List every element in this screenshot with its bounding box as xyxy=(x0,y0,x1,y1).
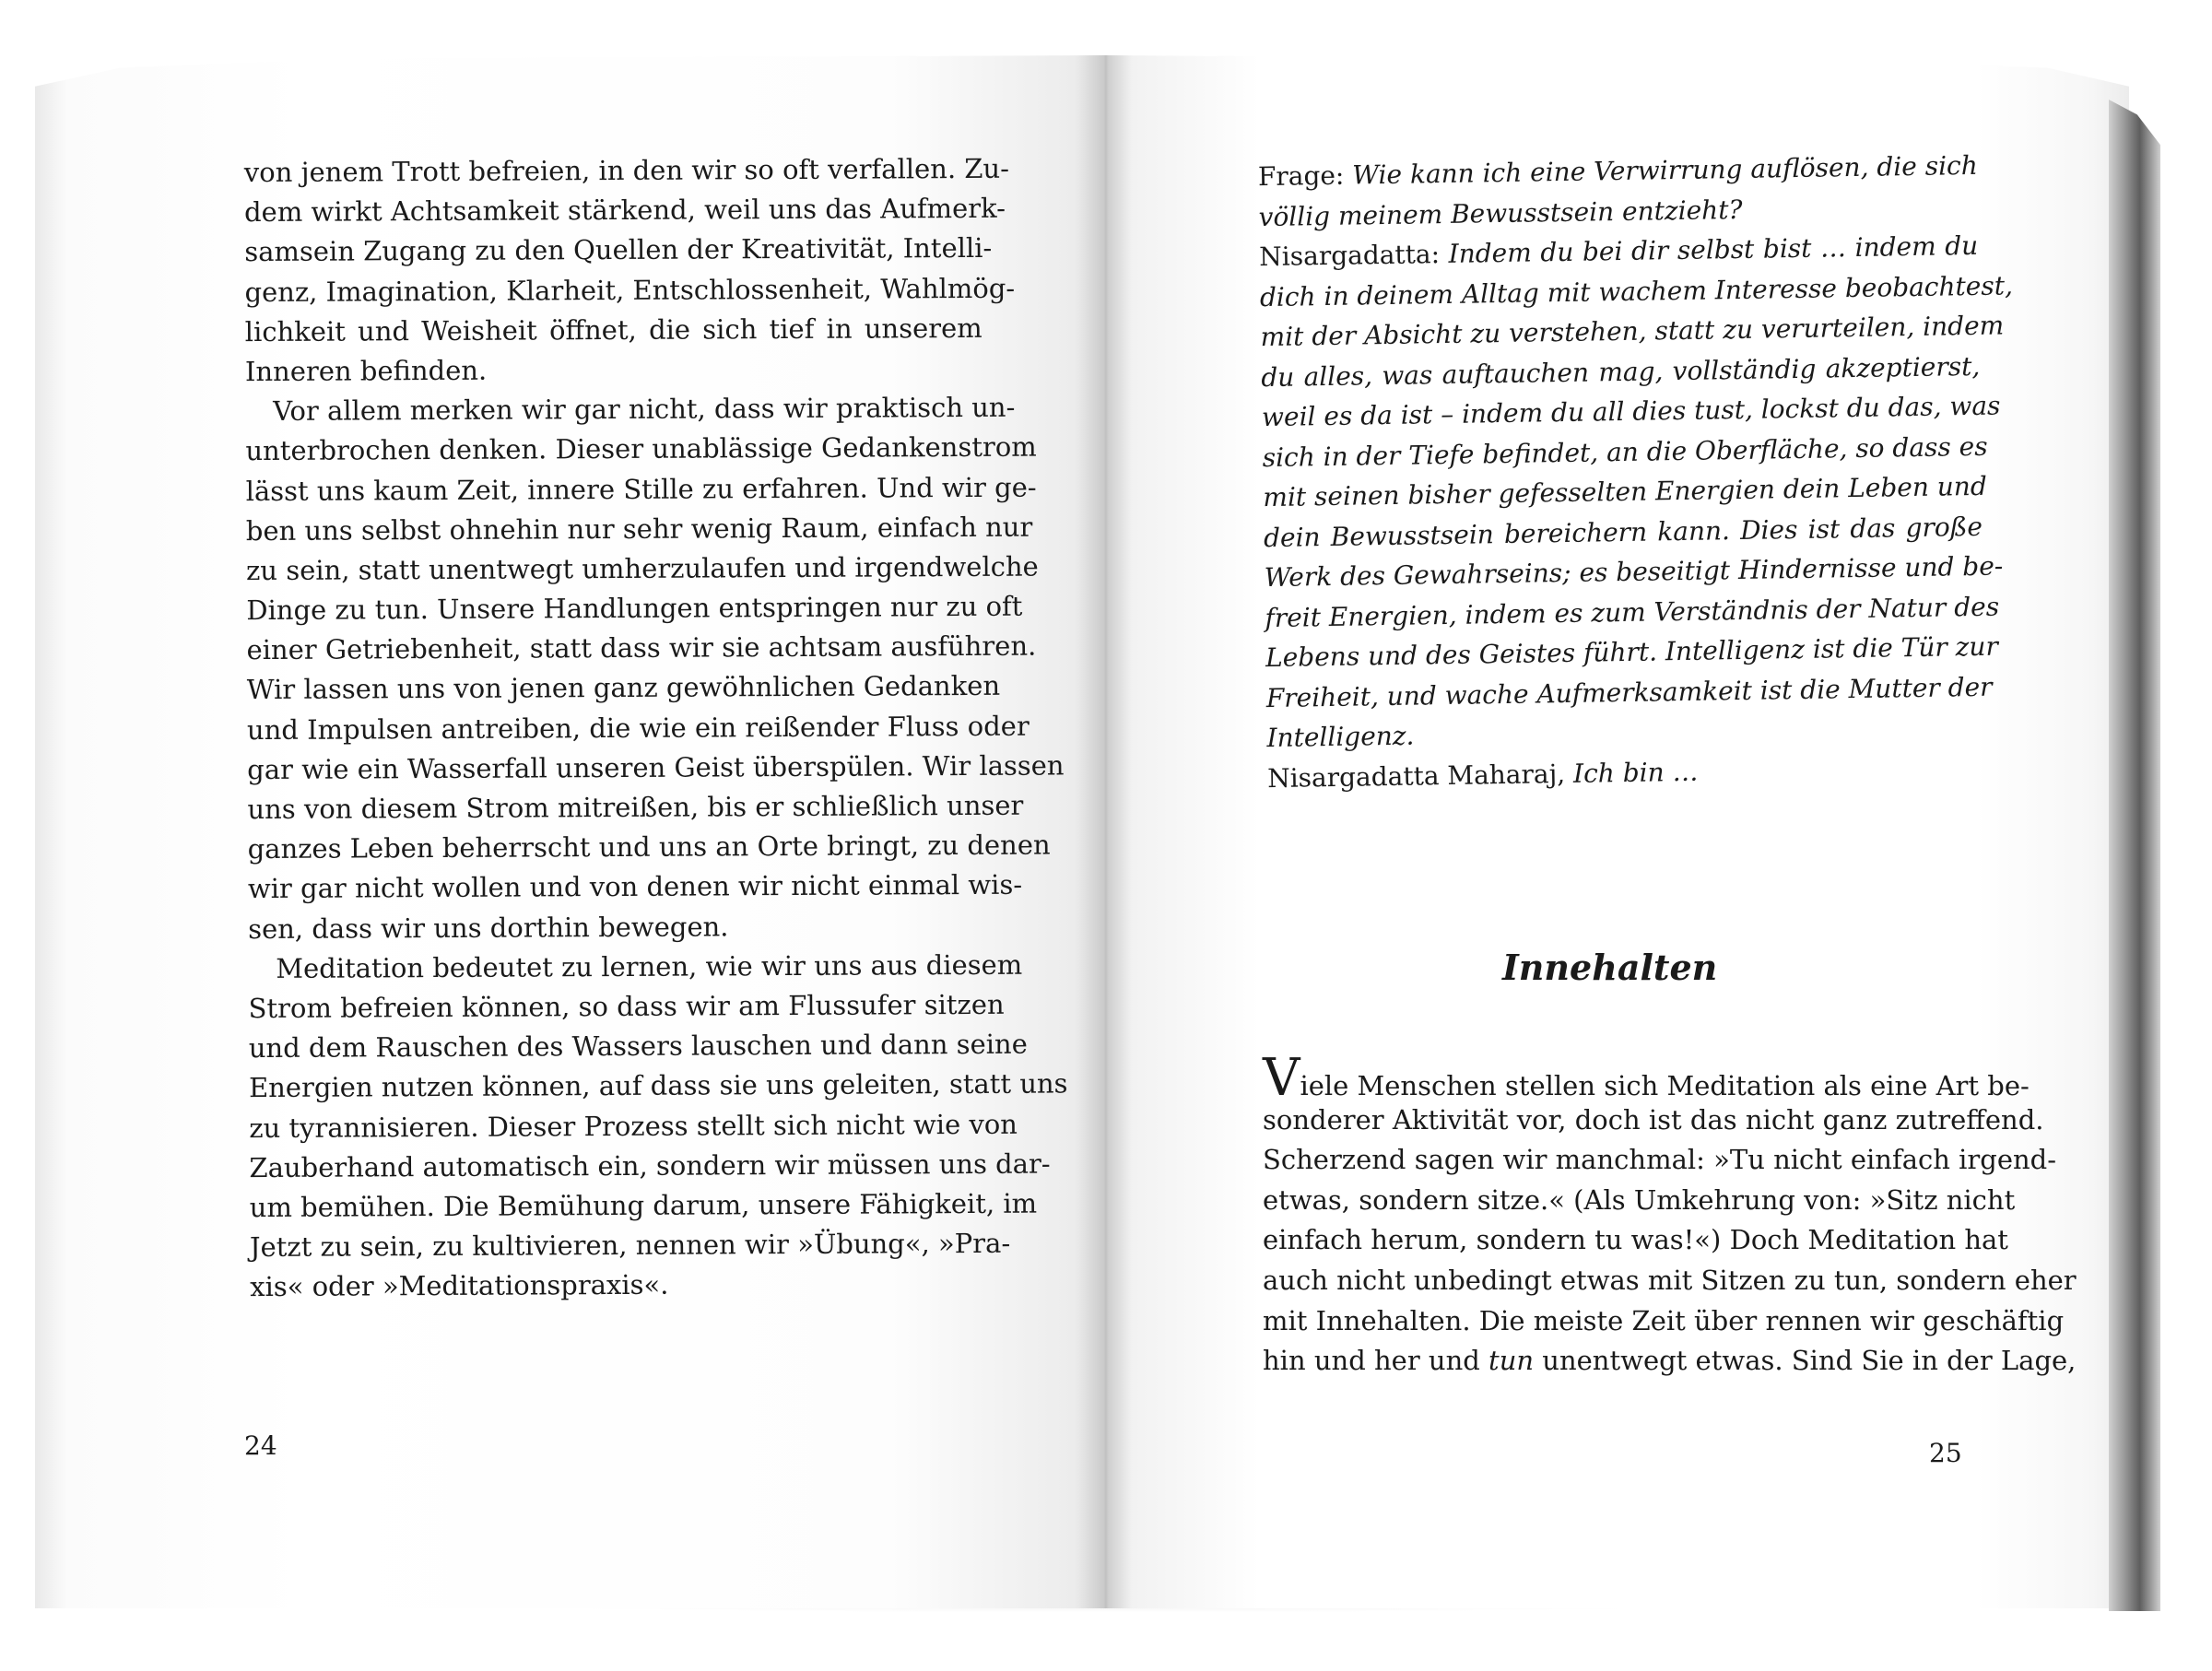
answer-text: Freiheit, und wache Aufmerksamkeit ist die Mutter der xyxy=(1265,671,1993,713)
text-line: zu sein, statt unentwegt umherzulaufen und irgendwelche xyxy=(246,550,1039,586)
attribution-title: Ich bin … xyxy=(1572,756,1699,789)
text-fragment: hin und her und xyxy=(1263,1345,1489,1377)
answer-text: Werk des Gewahrseins; es beseitigt Hindernisse und be- xyxy=(1264,550,2004,594)
text-line: lässt uns kaum Zeit, innere Stille zu erfahren. Und wir ge- xyxy=(245,471,1037,507)
text-line: etwas, sondern sitze.« (Als Umkehrung von: »Sitz nicht xyxy=(1263,1183,2016,1216)
book-gutter xyxy=(1078,55,1134,1608)
text-line: Energien nutzen können, auf dass sie uns geleiten, statt uns xyxy=(248,1067,1068,1104)
quote-block xyxy=(1257,146,2014,798)
answer-text: du alles, was auftauchen mag, vollständig akzeptierst, xyxy=(1261,350,1981,393)
left-page-text xyxy=(243,149,1068,1308)
drop-cap: V xyxy=(1263,1048,1300,1108)
text-line: Zauberhand automatisch ein, sondern wir müssen uns dar- xyxy=(249,1147,1051,1183)
text-line: ganzes Leben beherrscht und uns an Orte bringt, zu denen xyxy=(247,829,1051,865)
text-line: lichkeit und Weisheit öffnet, die sich tief in unserem xyxy=(244,312,982,347)
answer-text: sich in der Tiefe befindet, an die Oberfläche, so dass es xyxy=(1262,430,1988,473)
text-line: Inneren befinden. xyxy=(244,354,488,388)
attribution-author: Nisargadatta Maharaj, xyxy=(1266,758,1566,794)
answer-text: freit Energien, indem es zum Verständnis der Natur des xyxy=(1265,591,2000,633)
text-line: uns von diesem Strom mitreißen, bis er schließlich unser xyxy=(247,789,1024,826)
text-fragment-italic: tun xyxy=(1488,1345,1535,1377)
text-line: dem wirkt Achtsamkeit stärkend, weil uns das Aufmerk- xyxy=(243,192,1006,229)
text-line: von jenem Trott befreien, in den wir so oft verfallen. Zu- xyxy=(243,152,1010,189)
text-line: Vor allem merken wir gar nicht, dass wir praktisch un- xyxy=(273,391,1016,428)
text-line: Dinge zu tun. Unsere Handlungen entspringen nur zu oft xyxy=(246,590,1023,627)
text-line: sonderer Aktivität vor, doch ist das nicht ganz zutreffend. xyxy=(1263,1103,2044,1136)
text-line: um bemühen. Die Bemühung darum, unsere Fähigkeit, im xyxy=(249,1187,1038,1223)
text-line: auch nicht unbedingt etwas mit Sitzen zu tun, sondern eher xyxy=(1263,1264,2077,1296)
answer-text: weil es da ist – indem du all dies tust, lockst du das, was xyxy=(1261,390,2001,433)
question-label: Frage: xyxy=(1257,159,1345,193)
text-line: genz, Imagination, Klarheit, Entschlossenheit, Wahlmög- xyxy=(244,272,1016,308)
text-line: Strom befreien können, so dass wir am Flussufer sitzen xyxy=(248,988,1005,1025)
answer-text: dich in deinem Alltag mit wachem Interesse beobachtest, xyxy=(1259,269,2014,312)
text-line: und dem Rauschen des Wassers lauschen und dann seine xyxy=(248,1028,1028,1065)
question-text: völlig meinem Bewusstsein entzieht? xyxy=(1258,194,1743,232)
text-line: samsein Zugang zu den Quellen der Kreativität, Intelli- xyxy=(244,232,993,268)
text-line: Wir lassen uns von jenen ganz gewöhnlichen Gedanken xyxy=(246,670,1001,706)
text-line: Scherzend sagen wir manchmal: »Tu nicht einfach irgend- xyxy=(1263,1144,2057,1176)
text-fragment: unentwegt etwas. Sind Sie in der Lage, xyxy=(1534,1345,2077,1377)
answer-text: mit seinen bisher gefesselten Energien dein Leben und xyxy=(1263,470,1988,513)
page-edge-stack xyxy=(2109,100,2160,1611)
text-line: Jetzt zu sein, zu kultivieren, nennen wir »Übung«, »Pra- xyxy=(249,1227,1011,1264)
answer-text: Indem du bei dir selbst bist … indem du xyxy=(1448,229,1979,269)
text-line: wir gar nicht wollen und von denen wir nicht einmal wis- xyxy=(247,869,1023,905)
text-line: und Impulsen antreiben, die wie ein reißender Fluss oder xyxy=(246,710,1030,746)
section-heading: Innehalten xyxy=(1502,947,1718,988)
text-line: unterbrochen denken. Dieser unablässige Gedankenstrom xyxy=(245,430,1037,467)
answer-text: Lebens und des Geistes führt. Intelligenz ist die Tür zur xyxy=(1265,630,1999,674)
answer-text: mit der Absicht zu verstehen, statt zu verurteilen, indem xyxy=(1260,310,2005,353)
text-line: iele Menschen stellen sich Meditation als eine Art be- xyxy=(1300,1070,2030,1101)
text-line: einfach herum, sondern tu was!«) Doch Meditation hat xyxy=(1263,1224,2008,1256)
text-line: ben uns selbst ohnehin nur sehr wenig Raum, einfach nur xyxy=(245,511,1033,547)
answer-text: dein Bewusstsein bereichern kann. Dies ist das große xyxy=(1263,511,1983,553)
text-line: gar wie ein Wasserfall unseren Geist überspülen. Wir lassen xyxy=(247,749,1065,785)
page-number-left: 24 xyxy=(244,1430,277,1461)
text-line: Meditation bedeutet zu lernen, wie wir uns aus diesem xyxy=(276,948,1023,984)
text-line: sen, dass wir uns dorthin bewegen. xyxy=(248,910,729,945)
answer-label: Nisargadatta: xyxy=(1259,239,1441,273)
question-text: Wie kann ich eine Verwirrung auflösen, die sich xyxy=(1351,149,1978,191)
text-line: mit Innehalten. Die meiste Zeit über rennen wir geschäftig xyxy=(1263,1304,2065,1336)
text-line: zu tyrannisieren. Dieser Prozess stellt sich nicht wie von xyxy=(249,1108,1018,1144)
page-number-right: 25 xyxy=(1929,1438,1962,1468)
answer-text: Intelligenz. xyxy=(1266,720,1415,754)
text-line: einer Getriebenheit, statt dass wir sie achtsam ausführen. xyxy=(246,630,1037,666)
right-body-text xyxy=(1263,1048,2077,1382)
text-line: xis« oder »Meditationspraxis«. xyxy=(250,1268,669,1303)
